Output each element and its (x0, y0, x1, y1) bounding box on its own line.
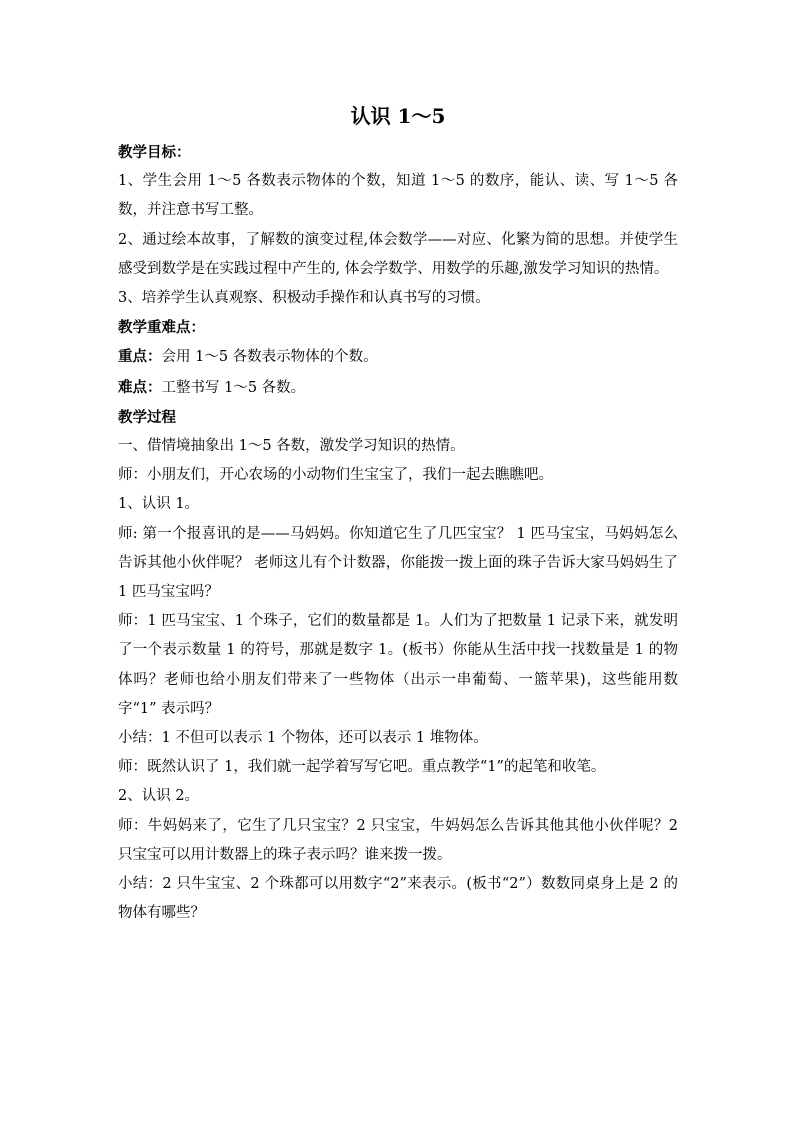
objective-3: 3、培养学生认真观察、积极动手操作和认真书写的习惯。 (118, 290, 490, 307)
summary-two: 小结：2 只牛宝宝、2 个珠都可以用数字“2”来表示。(板书“2”）数数同桌身上是 2 的物体有哪些？ (118, 876, 678, 922)
key-point-label: 重点： (118, 348, 162, 366)
document-title: 认识 1～5 (350, 104, 446, 128)
objective-1: 1、学生会用 1～5 各数表示物体的个数，知道 1～5 的数序，能认、读、写 1～5 各数，并注意书写工整。 (118, 173, 678, 219)
document-page (118, 96, 678, 928)
section-1-heading: 一、借情境抽象出 1～5 各数，激发学习知识的热情。 (118, 438, 465, 455)
keypoints-heading: 教学重难点： (118, 319, 205, 337)
paragraph-write-one: 师：既然认识了 1，我们就一起学着写写它吧。重点教学“1”的起笔和收笔。 (118, 759, 606, 776)
difficult-point-text: 工整书写 1～5 各数。 (161, 379, 306, 396)
paragraph-intro: 师：小朋友们，开心农场的小动物们生宝宝了，我们一起去瞧瞧吧。 (118, 467, 553, 484)
summary-one: 小结：1 不但可以表示 1 个物体，还可以表示 1 堆物体。 (118, 730, 488, 747)
paragraph-number-one: 师：1 匹马宝宝、1 个珠子，它们的数量都是 1。人们为了把数量 1 记录下来，就发明了一个表示数量 1 的符号，那就是数字 1。(板书）你能从生活中找一找数量是 1 的物体吗？老师也给小朋友们带来了一些物体（出示一串葡萄、一篮苹果)，这些能用数字“1” 表示吗？ (118, 613, 678, 717)
paragraph-horse: 师: 第一个报喜讯的是——马妈妈。你知道它生了几匹宝宝？ 1 匹马宝宝，马妈妈怎么告诉其他小伙伴呢？ 老师这儿有个计数器，你能拨一拨上面的珠子告诉大家马妈妈生了 1 匹马宝宝吗？ (118, 525, 678, 601)
key-point (118, 342, 678, 372)
difficult-point (118, 373, 678, 403)
paragraph-cow: 师：牛妈妈来了，它生了几只宝宝？2 只宝宝，牛妈妈怎么告诉其他其他小伙伴呢？2 只宝宝可以用计数器上的珠子表示吗？谁来拨一拨。 (118, 817, 678, 863)
objectives-heading: 教学目标： (118, 144, 191, 161)
subsection-1: 1、认识 1。 (118, 496, 200, 513)
process-heading: 教学过程 (118, 408, 176, 426)
objective-2: 2、通过绘本故事，了解数的演变过程,体会数学——对应、化繁为简的思想。并使学生感受到数学是在实践过程中产生的, 体会学数学、用数学的乐趣,激发学习知识的热情。 (118, 231, 678, 277)
difficult-point-label: 难点： (118, 378, 162, 396)
key-point-text: 会用 1～5 各数表示物体的个数。 (161, 349, 378, 366)
subsection-2: 2、认识 2。 (118, 788, 200, 805)
